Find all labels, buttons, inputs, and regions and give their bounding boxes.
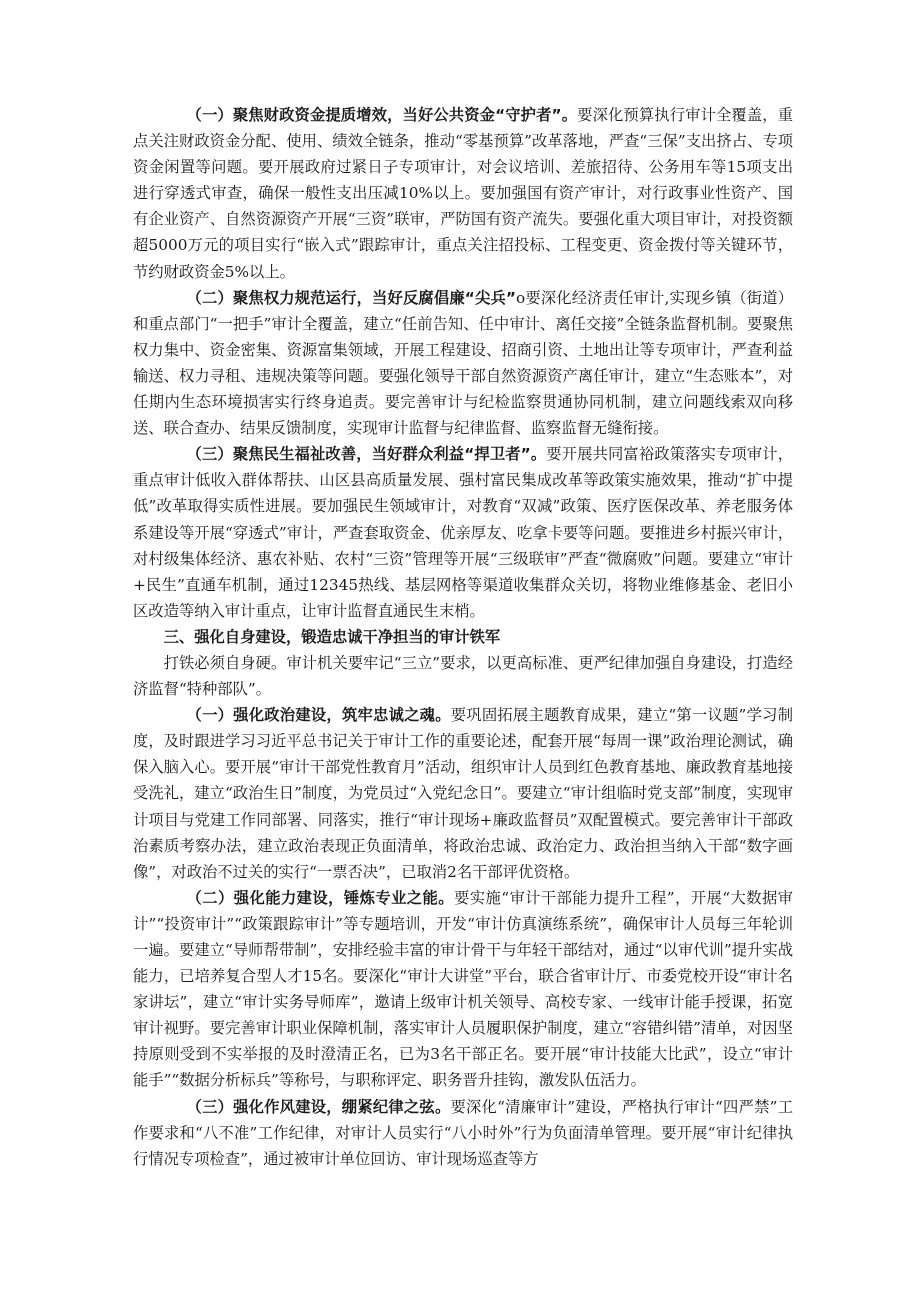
subsection-2-head: （二）强化能力建设，锤炼专业之能。 (186, 888, 454, 907)
subsection-2 (133, 885, 793, 1094)
section-1 (133, 102, 793, 285)
section-3 (133, 441, 793, 624)
subsection-1-body: 要巩固拓展主题教育成果，建立“第一议题”学习制度，及时跟进学习习近平总书记关于审计工作的重要论述，配套开展“每周一课”政治理论测试，确保入脑入心。要开展“审计干部党性教育月”活动，组织审计人员到红色教育基地、廉政教育基地接受洗礼，建立“政治生日”制度，为党员过“入党纪念日”。要建立“审计组临时党支部”制度，实现审计项目与党建工作同部署、同落实，推行“审计现场+廉政监督员”双配置模式。要完善审计干部政治素质考察办法，建立政治表现正负面清单，将政治忠诚、政治定力、政治担当纳入干部“数字画像”，对政治不过关的实行“一票否决”，已取消2名干部评优资格。 (133, 706, 793, 881)
chapter-intro: 打铁必须自身硬。审计机关要牢记“三立”要求，以更高标准、更严纪律加强自身建设，打造经济监督“特种部队”。 (133, 653, 793, 699)
section-1-body: 要深化预算执行审计全覆盖，重点关注财政资金分配、使用、绩效全链条，推动“零基预算”改革落地，严查“三保”支出挤占、专项资金闲置等问题。要开展政府过紧日子专项审计，对会议培训、差旅招待、公务用车等15项支出进行穿透式审查，确保一般性支出压减10%以上。要加强国有资产审计，对行政事业性资产、国有企业资产、自然资源资产开展“三资”联审，严防国有资产流失。要强化重大项目审计，对投资额超5000万元的项目实行“嵌入式”跟踪审计，重点关注招投标、工程变更、资金拨付等关键环节，节约财政资金5%以上。 (133, 106, 793, 281)
subsection-3-head: （三）强化作风建设，绷紧纪律之弦。 (186, 1097, 451, 1116)
section-1-head: （一）聚焦财政资金提质增效，当好公共资金“守护者”。 (186, 106, 578, 124)
section-2-body: o要深化经济责任审计,实现乡镇（街道）和重点部门“一把手”审计全覆盖，建立“任前告知、任中审计、离任交接”全链条监督机制。要聚焦权力集中、资金密集、资源富集领域，开展工程建设、招商引资、土地出让等专项审计，严查利益输送、权力寻租、违规决策等问题。要强化领导干部自然资源资产离任审计，建立“生态账本”，对任期内生态环境损害实行终身追责。要完善审计与纪检监察贯通协同机制，建立问题线索双向移送、联合查办、结果反馈制度，实现审计监督与纪律监督、监察监督无缝衔接。 (133, 288, 794, 438)
subsection-2-body: 要实施“审计干部能力提升工程”，开展“大数据审计”“投资审计”“政策跟踪审计”等专题培训，开发“审计仿真演练系统”，确保审计人员每三年轮训一遍。要建立“导师帮带制”，安排经验丰富的审计骨干与年轻干部结对，通过“以审代训”提升实战能力，已培养复合型人才15名。要深化“审计大讲堂”平台，联合省审计厅、市委党校开设“审计名家讲坛”，建立“审计实务导师库”，邀请上级审计机关领导、高校专家、一线审计能手授课，拓宽审计视野。要完善审计职业保障机制，落实审计人员履职保护制度，建立“容错纠错”清单，对因坚持原则受到不实举报的及时澄清正名，已为3名干部正名。要开展“审计技能大比武”，设立“审计能手”“数据分析标兵”等称号，与职称评定、职务晋升挂钩，激发队伍活力。 (133, 888, 793, 1090)
subsection-3 (133, 1094, 793, 1172)
section-2 (133, 285, 793, 442)
subsection-3-body: 要深化“清廉审计”建设，严格执行审计“四严禁”工作要求和“八不准”工作纪律，对审计人员实行“八小时外”行为负面清单管理。要开展“审计纪律执行情况专项检查”，通过被审计单位回访、审计现场巡查等方 (133, 1097, 793, 1168)
section-2-head: （二）聚焦权力规范运行，当好反腐倡廉“尖兵” (186, 288, 516, 307)
chapter-title: 三、强化自身建设，锻造忠诚干净担当的审计铁军 (163, 627, 501, 646)
subsection-1 (133, 702, 793, 885)
section-3-body: 要开展共同富裕政策落实专项审计，重点审计低收入群体帮扶、山区县高质量发展、强村富民集成改革等政策实施效果，推动“扩中提低”改革取得实质性进展。要加强民生领域审计，对教育“双减”政策、医疗医保改革、养老服务体系建设等开展“穿透式”审计，严查套取资金、优亲厚友、吃拿卡要等问题。要推进乡村振兴审计，对村级集体经济、惠农补贴、农村“三资”管理等开展“三级联审”严查“微腐败”问题。要建立“审计+民生”直通车机制，通过12345热线、基层网格等渠道收集群众关切，将物业维修基金、老旧小区改造等纳入审计重点，让审计监督直通民生末梢。 (133, 445, 793, 620)
subsection-1-head: （一）强化政治建设，筑牢忠诚之魂。 (186, 706, 451, 725)
document-page (133, 102, 793, 1172)
section-3-head: （三）聚焦民生福祉改善，当好群众利益“捍卫者”。 (186, 445, 547, 464)
